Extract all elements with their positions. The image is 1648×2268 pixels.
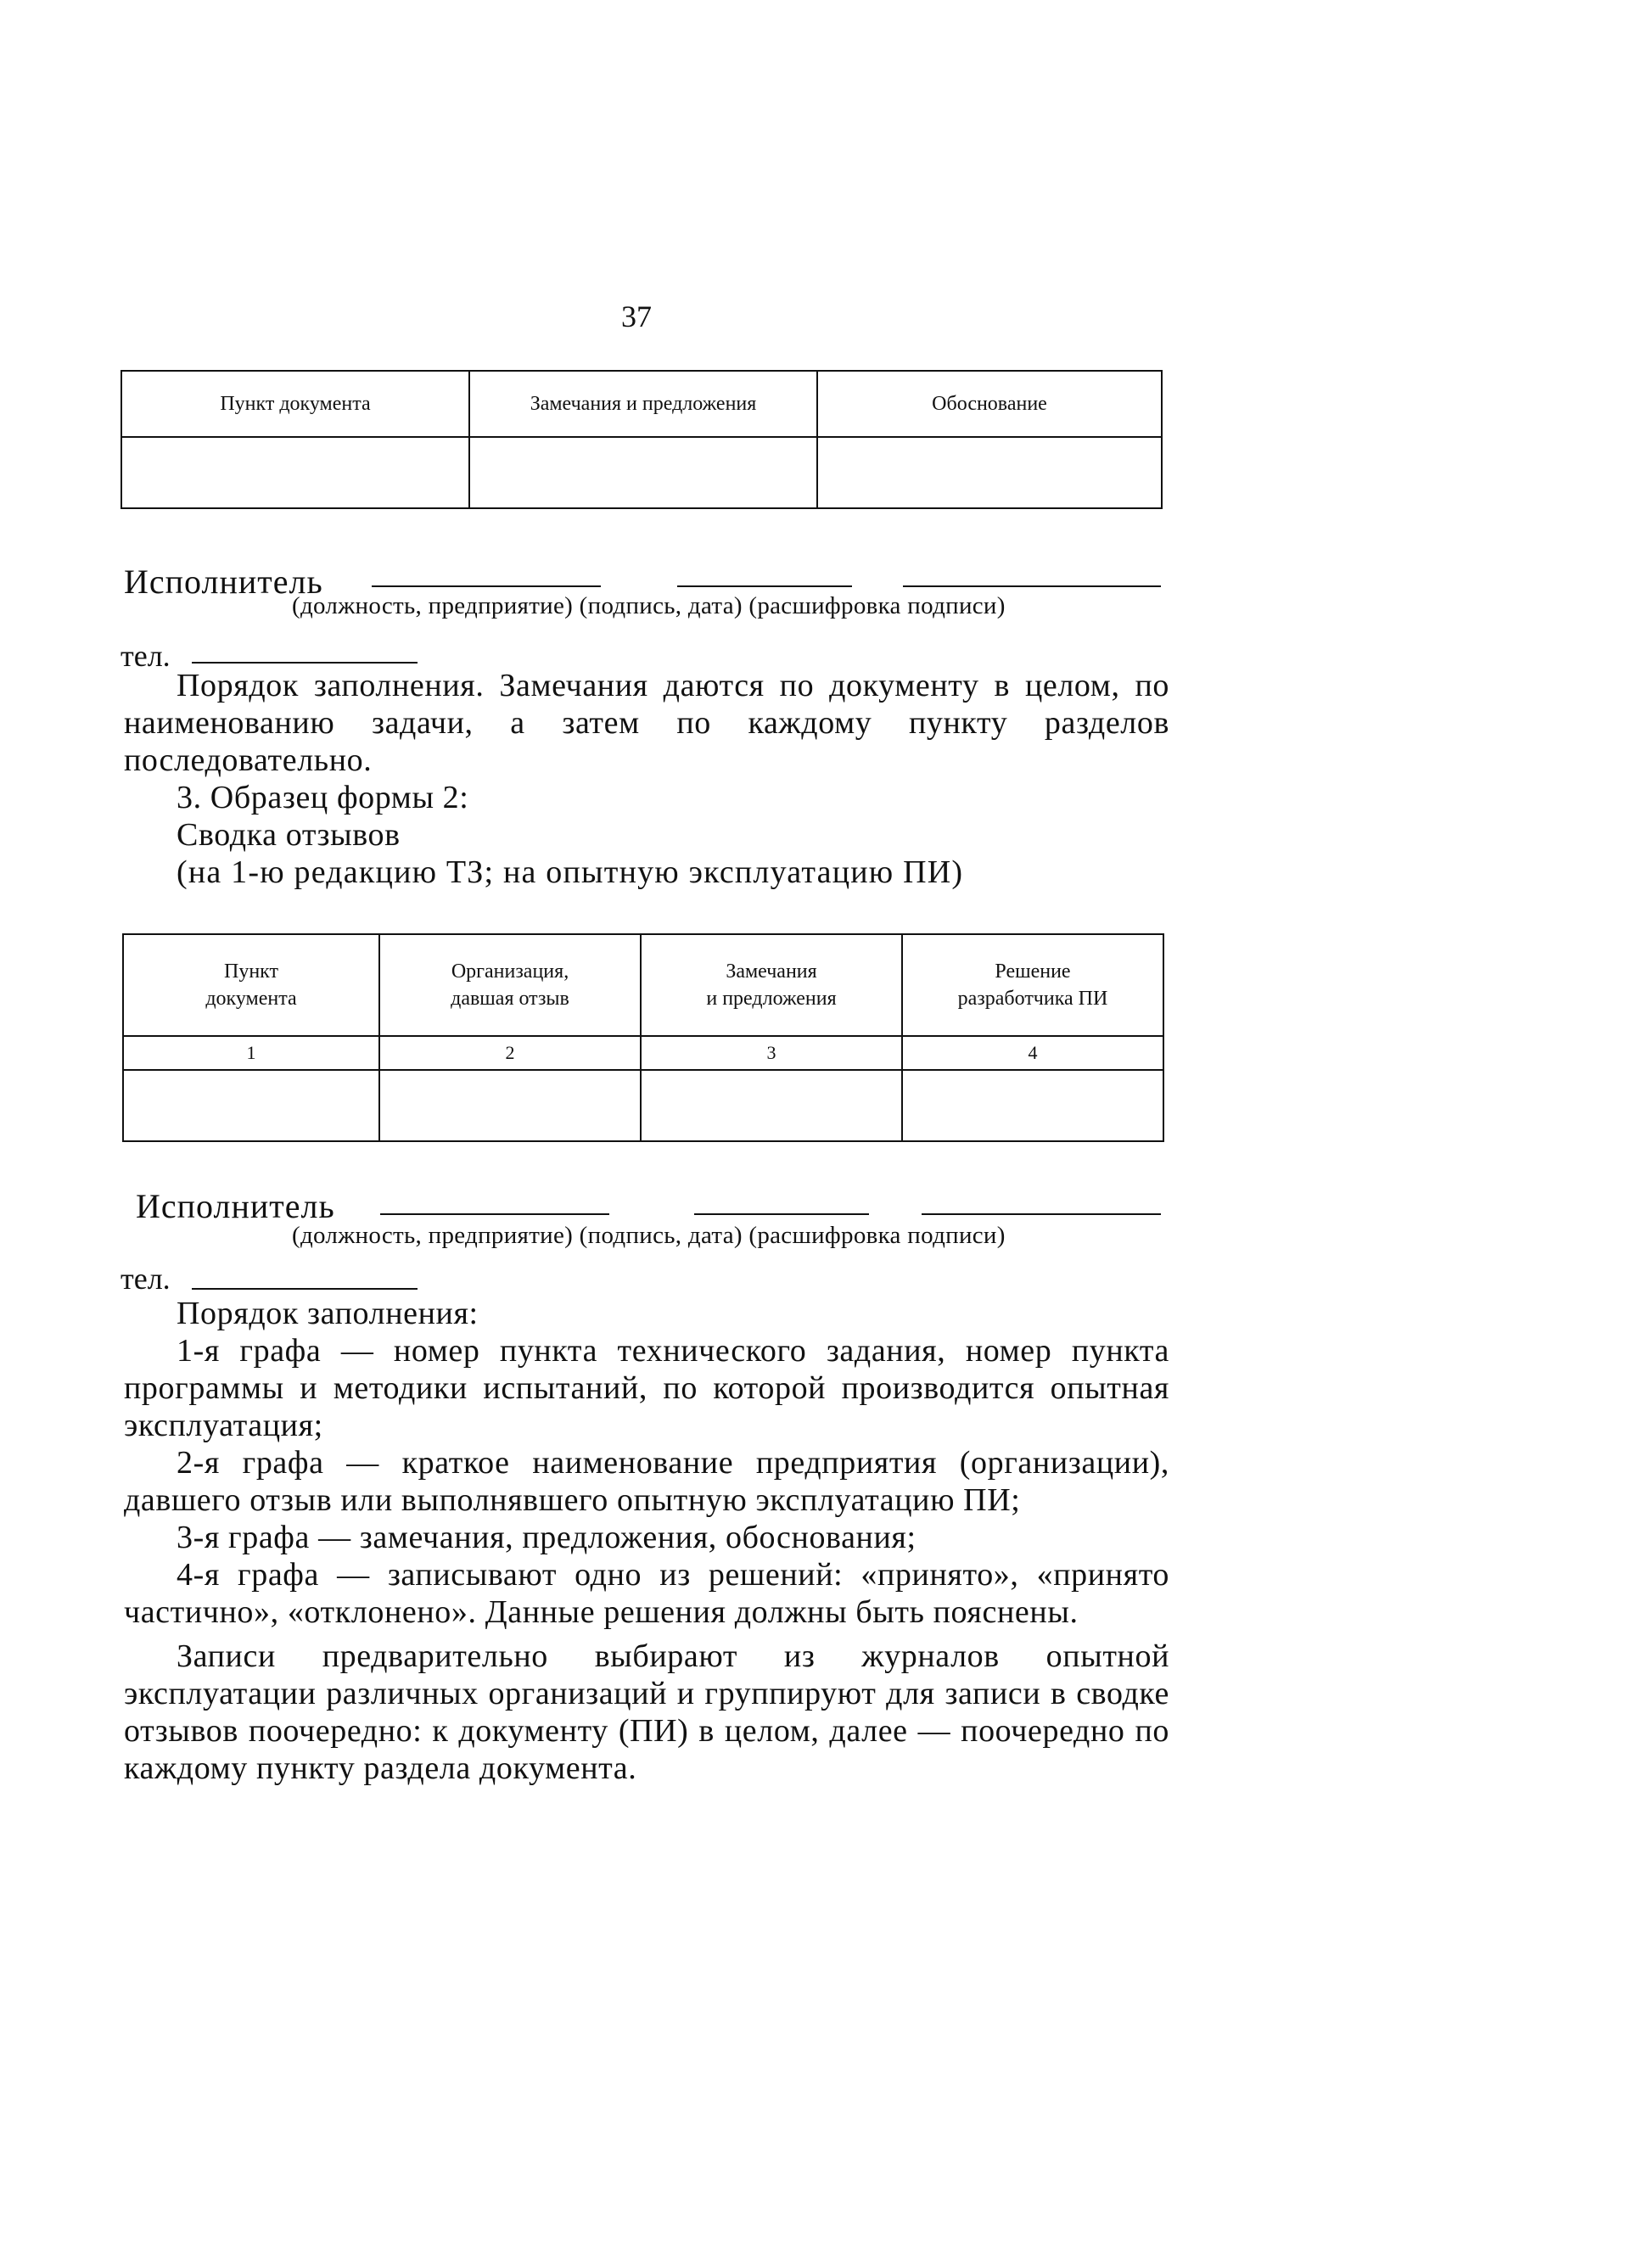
header-cell-remarks: Замечания и предложения: [469, 371, 817, 437]
header-cell-decision: Решение разработчика ПИ: [902, 934, 1163, 1036]
final-paragraph: Записи предварительно выбирают из журналов опытной эксплуатации различных организаций и группируют для записи в сводке отзывов поочередно: к документу (ПИ) в целом, далее — поочередно по каждому пункту раздела документа.: [124, 1638, 1169, 1786]
empty-cell: [379, 1070, 641, 1141]
empty-cell: [641, 1070, 902, 1141]
signature-line: [677, 585, 852, 587]
position-line: [372, 585, 601, 587]
header-cell-document-item: Пункт документа: [123, 934, 379, 1036]
column-number: 3: [641, 1036, 902, 1070]
text-block-1: [124, 667, 1169, 891]
empty-cell: [902, 1070, 1163, 1141]
empty-cell: [469, 437, 817, 508]
list-item: 3-я графа — замечания, предложения, обоснования;: [177, 1520, 916, 1555]
executor-caption: (должность, предприятие) (подпись, дата) (расшифровка подписи): [292, 1222, 1006, 1249]
empty-cell: [121, 437, 469, 508]
column-number: 2: [379, 1036, 641, 1070]
comments-form-table: [121, 370, 1163, 509]
text-block-2: [124, 1295, 1169, 1787]
list-item: 2-я графа — краткое наименование предприятия (организации), давшего отзыв или выполнявшего опытную эксплуатацию ПИ;: [124, 1445, 1169, 1518]
empty-cell: [123, 1070, 379, 1141]
table-header-row: [123, 934, 1163, 1036]
fill-order-paragraph: Порядок заполнения. Замечания даются по документу в целом, по наименованию задачи, а затем по каждому пункту разделов последовательно.: [124, 668, 1169, 778]
list-item: 1-я графа — номер пункта технического задания, номер пункта программы и методики испытаний, по которой производится опытная эксплуатация;: [124, 1333, 1169, 1443]
table-row: [121, 437, 1162, 508]
tel-label: тел.: [121, 1262, 171, 1296]
table-header-row: [121, 371, 1162, 437]
header-cell-justification: Обоснование: [817, 371, 1162, 437]
feedback-summary-table: [122, 933, 1164, 1142]
executor-caption: (должность, предприятие) (подпись, дата) (расшифровка подписи): [292, 592, 1006, 619]
header-cell-document-item: Пункт документа: [121, 371, 469, 437]
position-line: [380, 1213, 609, 1215]
decryption-line: [903, 585, 1161, 587]
page-number: 37: [621, 300, 652, 333]
tel-line: [192, 662, 418, 664]
tel-line: [192, 1288, 418, 1290]
tel-label: тел.: [121, 639, 171, 673]
signature-line: [694, 1213, 869, 1215]
decryption-line: [922, 1213, 1161, 1215]
fill-order-title: Порядок заполнения:: [177, 1296, 479, 1331]
executor-label: Исполнитель: [136, 1187, 335, 1225]
list-item: 4-я графа — записывают одно из решений: «принято», «принято частично», «отклонено». Данные решения должны быть пояснены.: [124, 1557, 1169, 1630]
summary-title: Сводка отзывов: [177, 817, 401, 853]
column-number-row: [123, 1036, 1163, 1070]
header-cell-remarks: Замечания и предложения: [641, 934, 902, 1036]
column-number: 4: [902, 1036, 1163, 1070]
sample-title: 3. Образец формы 2:: [177, 780, 469, 815]
executor-label: Исполнитель: [124, 563, 323, 601]
table-row: [123, 1070, 1163, 1141]
column-number: 1: [123, 1036, 379, 1070]
summary-subtitle: (на 1-ю редакцию ТЗ; на опытную эксплуатацию ПИ): [177, 854, 964, 890]
empty-cell: [817, 437, 1162, 508]
header-cell-organization: Организация, давшая отзыв: [379, 934, 641, 1036]
